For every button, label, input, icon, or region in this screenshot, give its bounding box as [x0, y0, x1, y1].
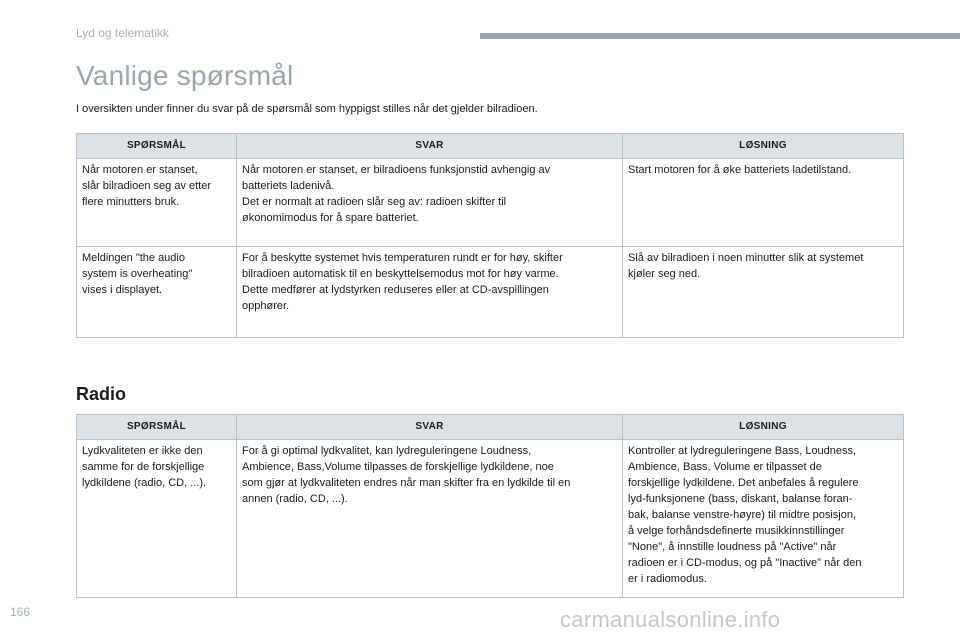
page-title: Vanlige spørsmål [76, 60, 294, 91]
section-title-radio: Radio [76, 384, 127, 404]
table-row [77, 440, 904, 598]
table-row [77, 159, 904, 247]
intro-text: I oversikten under finner du svar på de spørsmål som hyppigst stilles når det gjelder bilradioen. [76, 103, 538, 115]
solution-cell: Start motoren for å øke batteriets ladetilstand. [623, 159, 904, 247]
table-header-row [77, 415, 904, 440]
column-header-question: SPØRSMÅL [77, 415, 237, 440]
solution-cell: Kontroller at lydreguleringene Bass, Loudness, Ambience, Bass, Volume er tilpasset de forskjellige lydkildene. Det anbefales å regulere lyd-funksjonene (bass, diskant, balanse foran- bak, balanse venstre-høyre) til midtre posisjon, å velge forhåndsdefinerte musikkinnstillinger "None", å innstille loudness på "Active" når radioen er i CD-modus, og på "Inactive" når den er i radiomodus. [623, 440, 904, 598]
watermark: carmanualsonline.info [560, 607, 781, 632]
faq-table-general [76, 133, 904, 338]
solution-cell: Slå av bilradioen i noen minutter slik at systemet kjøler seg ned. [623, 247, 904, 338]
question-cell: Lydkvaliteten er ikke den samme for de forskjellige lydkildene (radio, CD, ...). [77, 440, 237, 598]
header-section-label: Lyd og telematikk [76, 26, 169, 40]
answer-cell: For å beskytte systemet hvis temperaturen rundt er for høy, skifter bilradioen automatisk til en beskyttelsemodus mot for høy varme. Dette medfører at lydstyrken reduseres eller at CD-avspillingen opphører. [237, 247, 623, 338]
column-header-question: SPØRSMÅL [77, 134, 237, 159]
answer-cell: Når motoren er stanset, er bilradioens funksjonstid avhengig av batteriets ladenivå. Det er normalt at radioen slår seg av: radioen skifter til økonomimodus for å spare batteriet. [237, 159, 623, 247]
answer-cell: For å gi optimal lydkvalitet, kan lydreguleringene Loudness, Ambience, Bass,Volume tilpasses de forskjellige lydkildene, noe som gjør at lydkvaliteten endres når man skifter fra en lydkilde til en annen (radio, CD, ...). [237, 440, 623, 598]
column-header-answer: SVAR [237, 415, 623, 440]
table-row [77, 247, 904, 338]
header-accent-bar [480, 33, 960, 39]
column-header-solution: LØSNING [623, 134, 904, 159]
table-header-row [77, 134, 904, 159]
question-cell: Meldingen "the audio system is overheating" vises i displayet. [77, 247, 237, 338]
page-number: 166 [10, 605, 31, 619]
question-cell: Når motoren er stanset, slår bilradioen seg av etter flere minutters bruk. [77, 159, 237, 247]
faq-table-radio [76, 414, 904, 598]
column-header-solution: LØSNING [623, 415, 904, 440]
column-header-answer: SVAR [237, 134, 623, 159]
